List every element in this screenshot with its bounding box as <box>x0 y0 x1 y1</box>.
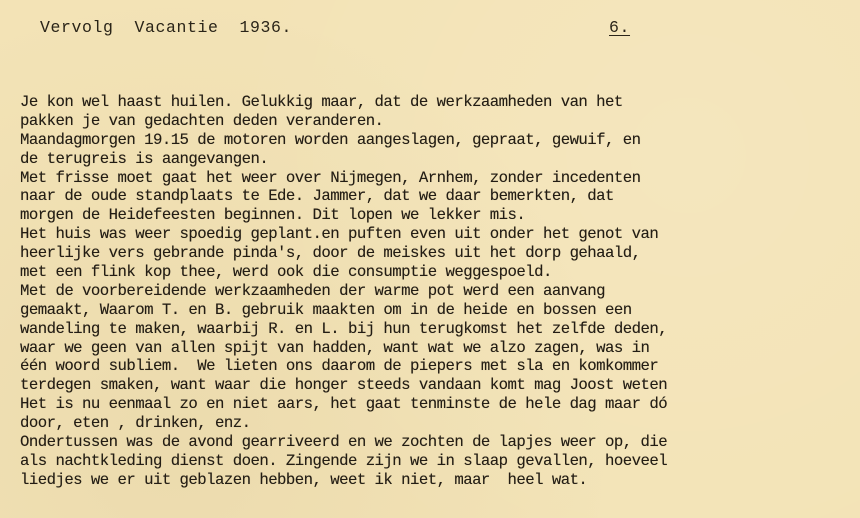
text-line: gemaakt, Waarom T. en B. gebruik maakten om in de heide en bossen een <box>20 300 632 319</box>
text-line: terdegen smaken, want waar die honger steeds vandaan komt mag Joost weten <box>20 376 668 395</box>
text-line: Met frisse moet gaat het weer over Nijmegen, Arnhem, zonder incedenten <box>20 168 641 187</box>
typewritten-body <box>20 93 840 490</box>
text-line: wandeling te maken, waarbij R. en L. bij hun terugkomst het zelfde deden, <box>20 319 668 338</box>
text-line: liedjes we er uit geblazen hebben, weet ik niet, maar heel wat. <box>20 470 588 489</box>
page-header <box>40 18 820 42</box>
text-line: Maandagmorgen 19.15 de motoren worden aangeslagen, gepraat, gewuif, en <box>20 130 641 149</box>
text-line: als nachtkleding dienst doen. Zingende zijn we in slaap gevallen, hoeveel <box>20 451 668 470</box>
text-line: Met de voorbereidende werkzaamheden der warme pot werd een aanvang <box>20 281 606 300</box>
text-line: heerlijke vers gebrande pinda's, door de meiskes uit het dorp gehaald, <box>20 244 641 263</box>
text-line: naar de oude standplaats te Ede. Jammer, dat we daar bemerkten, dat <box>20 187 614 206</box>
text-line: waar we geen van allen spijt van hadden, want wat we alzo zagen, was in <box>20 338 650 357</box>
text-line: Het is nu eenmaal zo en niet aars, het gaat tenminste de hele dag maar dó <box>20 395 668 414</box>
text-line: pakken je van gedachten deden veranderen. <box>20 111 384 130</box>
text-line: de terugreis is aangevangen. <box>20 149 269 168</box>
text-line: Je kon wel haast huilen. Gelukkig maar, dat de werkzaamheden van het <box>20 93 623 111</box>
text-line: morgen de Heidefeesten beginnen. Dit lopen we lekker mis. <box>20 206 526 225</box>
text-line: Het huis was weer spoedig geplant.en puften even uit onder het genot van <box>20 225 659 244</box>
text-line: met een flink kop thee, werd ook die consumptie weggespoeld. <box>20 263 552 282</box>
text-line: één woord subliem. We lieten ons daarom de piepers met sla en komkommer <box>20 357 659 376</box>
page-number: 6. <box>609 18 631 37</box>
text-line: door, eten , drinken, enz. <box>20 414 251 433</box>
document-title: Vervolg Vacantie 1936. <box>40 18 293 37</box>
text-line: Ondertussen was de avond gearriveerd en we zochten de lapjes weer op, die <box>20 433 668 452</box>
